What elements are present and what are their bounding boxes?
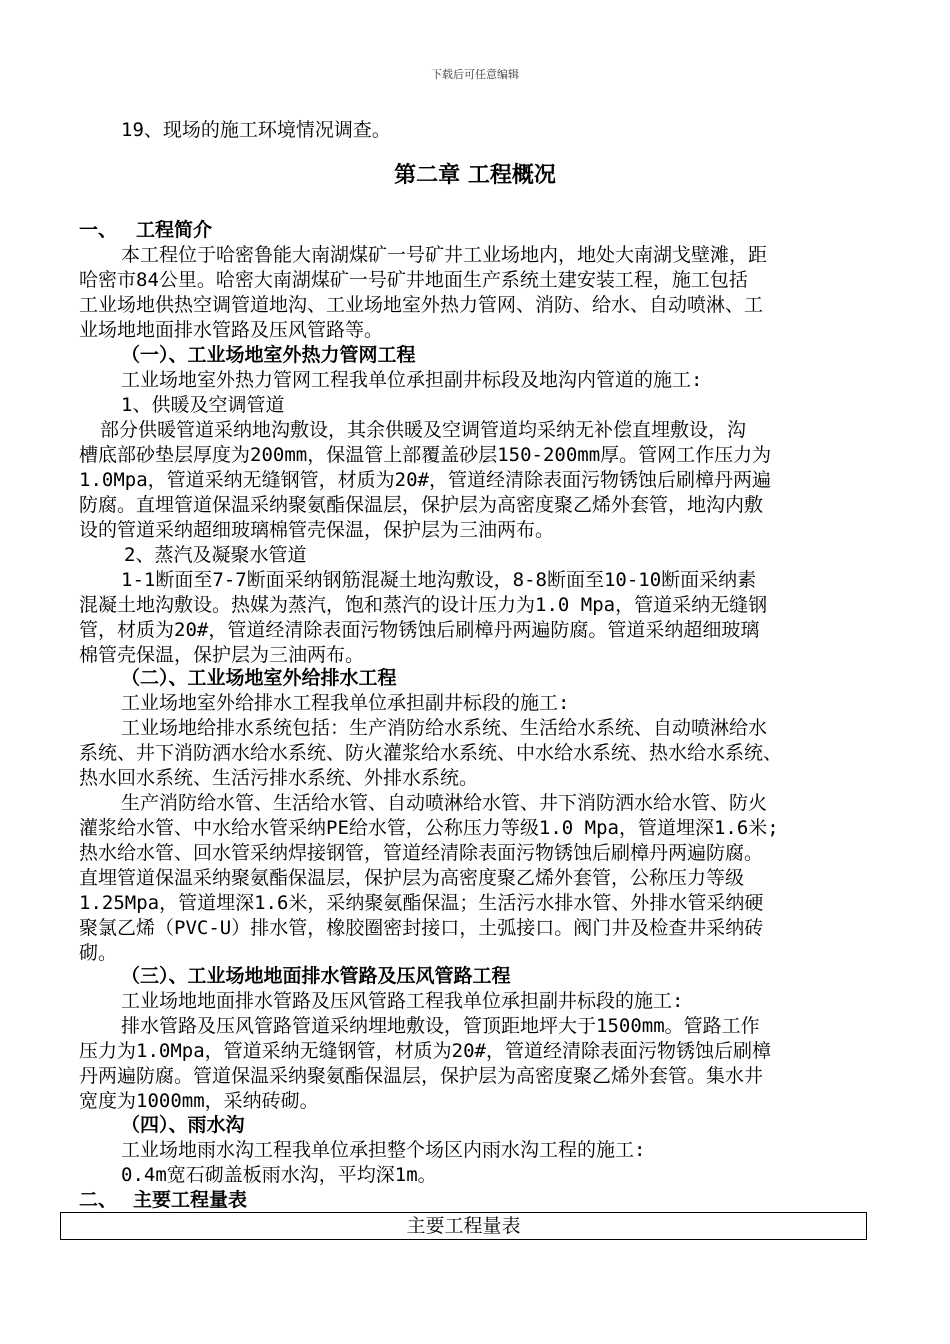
sub4-intro: 工业场地雨水沟工程我单位承担整个场区内雨水沟工程的施工: [121,1139,646,1161]
paragraph-line: 1.25Mpa，管道埋深1.6米，采纳聚氨酯保温；生活污水排水管、外排水管采纳硬 [79,892,764,914]
sub2-heading: （二）、工业场地室外给排水工程 [121,667,397,689]
paragraph-line: 压力为1.0Mpa，管道采纳无缝钢管，材质为20#，管道经清除表面污物锈蚀后刷樟 [79,1040,771,1062]
sub1-intro: 工业场地室外热力管网工程我单位承担副井标段及地沟内管道的施工: [121,369,703,391]
section1-heading: 工程简介 [136,219,213,241]
section2-number: 二、 [79,1189,118,1211]
paragraph-line: 丹两遍防腐。管道保温采纳聚氨酯保温层，保护层为高密度聚乙烯外套管。集水井 [79,1065,764,1087]
intro-item: 19、现场的施工环境情况调查。 [121,119,391,141]
paragraph-line: 管，材质为20#，管道经清除表面污物锈蚀后刷樟丹两遍防腐。管道采纳超细玻璃 [79,619,760,641]
paragraph-line: 1-1断面至7-7断面采纳钢筋混凝土地沟敷设，8-8断面至10-10断面采纳素 [121,569,757,591]
paragraph-line: 设的管道采纳超细玻璃棉管壳保温，保护层为三油两布。 [79,519,555,541]
paragraph-line: 哈密市84公里。哈密大南湖煤矿一号矿井地面生产系统土建安装工程，施工包括 [79,269,748,291]
paragraph-line: 本工程位于哈密鲁能大南湖煤矿一号矿井工业场地内，地处大南湖戈壁滩，距 [121,244,768,266]
paragraph-line: 热水回水系统、生活污排水系统、外排水系统。 [79,767,479,789]
section2-heading: 主要工程量表 [133,1189,248,1211]
paragraph-line: 宽度为1000mm，采纳砖砌。 [79,1090,319,1112]
sub2-intro: 工业场地室外给排水工程我单位承担副井标段的施工: [121,692,570,714]
paragraph-line: 工业场地供热空调管道地沟、工业场地室外热力管网、消防、给水、自动喷淋、工 [79,294,764,316]
paragraph-line: 排水管路及压风管路管道采纳埋地敷设，管顶距地坪大于1500mm。管路工作 [121,1015,760,1037]
paragraph-line: 工业场地给排水系统包括：生产消防给水系统、生活给水系统、自动喷淋给水 [121,717,768,739]
quantity-table [60,1212,867,1240]
paragraph-line: 防腐。直埋管道保温采纳聚氨酯保温层，保护层为高密度聚乙烯外套管，地沟内敷 [79,494,764,516]
paragraph-line: 聚氯乙烯（PVC-U）排水管，橡胶圈密封接口，土弧接口。阀门井及检查井采纳砖 [79,917,764,939]
paragraph-line: 灌浆给水管、中水给水管采纳PE给水管，公称压力等级1.0 Mpa，管道埋深1.6米; [79,817,779,839]
paragraph-line: 生产消防给水管、生活给水管、自动喷淋给水管、井下消防洒水给水管、防火 [121,792,768,814]
paragraph-line: 混凝土地沟敷设。热媒为蒸汽，饱和蒸汽的设计压力为1.0 Mpa，管道采纳无缝钢 [79,594,768,616]
section1-number: 一、 [79,219,118,241]
sub3-heading: （三）、工业场地地面排水管路及压风管路工程 [121,965,511,987]
paragraph-line: 棉管壳保温，保护层为三油两布。 [79,644,365,666]
paragraph-line: 系统、井下消防洒水给水系统、防火灌浆给水系统、中水给水系统、热水给水系统、 [79,742,783,764]
paragraph-line: 热水给水管、回水管采纳焊接钢管，管道经清除表面污物锈蚀后刷樟丹两遍防腐。 [79,842,764,864]
sub4-line: 0.4m宽石砌盖板雨水沟，平均深1m。 [121,1164,437,1186]
sub3-intro: 工业场地地面排水管路及压风管路工程我单位承担副井标段的施工: [121,990,684,1012]
paragraph-line: 1.0Mpa，管道采纳无缝钢管，材质为20#，管道经清除表面污物锈蚀后刷樟丹两遍 [79,469,771,491]
sub1-item1-title: 1、供暖及空调管道 [121,394,285,416]
sub1-heading: （一）、工业场地室外热力管网工程 [121,344,416,366]
paragraph-line: 砌。 [79,942,118,964]
table-caption: 主要工程量表 [406,1215,521,1237]
sub1-item2-title: 2、蒸汽及凝聚水管道 [124,544,307,566]
paragraph-line: 槽底部砂垫层厚度为200mm，保温管上部覆盖砂层150-200mm厚。管网工作压力为 [79,444,772,466]
paragraph-line: 业场地地面排水管路及压风管路等。 [79,319,384,341]
paragraph-line: 部分供暖管道采纳地沟敷设，其余供暖及空调管道均采纳无补偿直埋敷设，沟 [100,419,747,441]
page-header-note: 下载后可任意编辑 [431,68,519,81]
sub4-heading: （四）、雨水沟 [121,1114,245,1136]
paragraph-line: 直埋管道保温采纳聚氨酯保温层，保护层为高密度聚乙烯外套管，公称压力等级 [79,867,745,889]
chapter-title: 第二章 工程概况 [394,163,556,188]
